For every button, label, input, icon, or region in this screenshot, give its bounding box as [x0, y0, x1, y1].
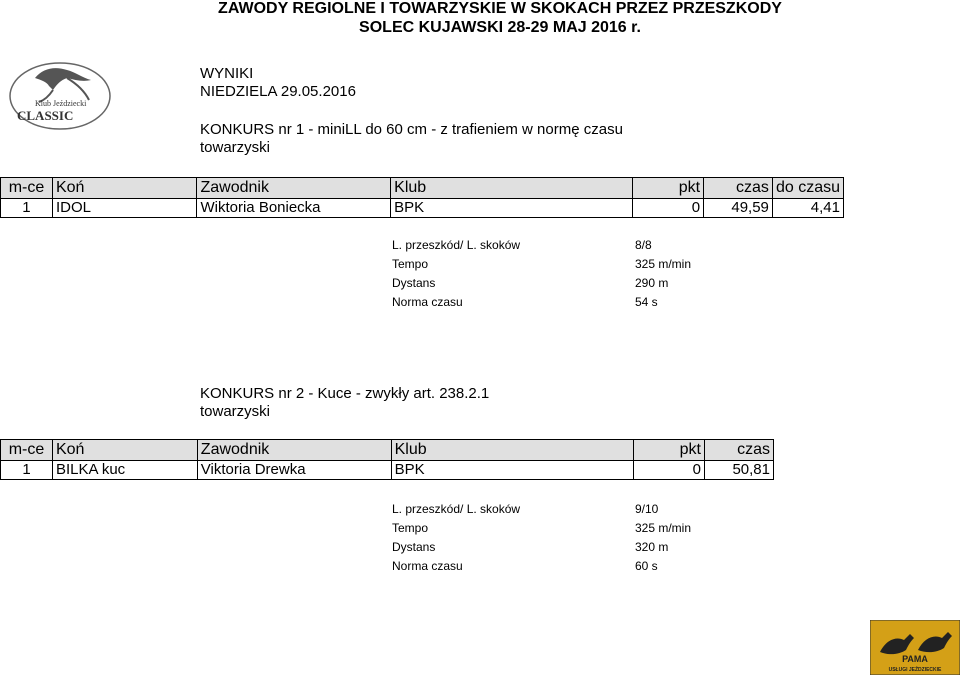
table-row [1, 199, 844, 218]
info-label: L. przeszkód/ L. skoków [392, 238, 521, 252]
competition-2-results-table [0, 439, 774, 480]
cell-club: BPK [391, 461, 634, 480]
info-value: 290 m [635, 276, 669, 290]
col-points: pkt [633, 178, 704, 199]
logo-text-pama: PAMA [902, 654, 928, 664]
col-horse: Koń [52, 178, 197, 199]
col-rider: Zawodnik [197, 178, 391, 199]
table-row [1, 461, 774, 480]
col-club: Klub [391, 178, 633, 199]
competition-1-subtitle: towarzyski [200, 139, 271, 156]
event-title: ZAWODY REGIOLNE I TOWARZYSKIE W SKOKACH PRZEZ PRZESZKODY [218, 0, 782, 17]
cell-time-diff: 4,41 [772, 199, 843, 218]
cell-horse: BILKA kuc [52, 461, 197, 480]
col-time-diff: do czasu [772, 178, 843, 199]
info-value: 325 m/min [635, 521, 692, 535]
cell-place: 1 [1, 199, 53, 218]
info-label: Norma czasu [392, 559, 463, 573]
info-value: 54 s [635, 295, 658, 309]
info-label: L. przeszkód/ L. skoków [392, 502, 521, 516]
col-horse: Koń [52, 440, 197, 461]
table-header-row [1, 178, 844, 199]
col-place: m-ce [1, 440, 53, 461]
info-label: Dystans [392, 276, 436, 290]
info-value: 325 m/min [635, 257, 692, 271]
cell-points: 0 [634, 461, 705, 480]
table-header-row [1, 440, 774, 461]
col-rider: Zawodnik [197, 440, 391, 461]
col-time: czas [705, 440, 774, 461]
info-value: 320 m [635, 540, 669, 554]
cell-points: 0 [633, 199, 704, 218]
cell-horse: IDOL [52, 199, 197, 218]
logo-text-club: Klub Jeździecki [35, 99, 87, 108]
cell-place: 1 [1, 461, 53, 480]
cell-club: BPK [391, 199, 633, 218]
col-place: m-ce [1, 178, 53, 199]
info-label: Norma czasu [392, 295, 463, 309]
competition-1-title: KONKURS nr 1 - miniLL do 60 cm - z trafieniem w normę czasu [200, 121, 623, 138]
info-label: Tempo [392, 521, 429, 535]
info-value: 60 s [635, 559, 658, 573]
logo-text-services: USŁUGI JEŹDZIECKIE [888, 667, 942, 673]
competition-1-results-table [0, 177, 844, 218]
logo-text-classic: CLASSIC [17, 108, 74, 123]
info-value: 9/10 [635, 502, 659, 516]
club-classic-logo [5, 56, 115, 132]
col-points: pkt [634, 440, 705, 461]
date-label: NIEDZIELA 29.05.2016 [200, 83, 356, 100]
event-subtitle: SOLEC KUJAWSKI 28-29 MAJ 2016 r. [359, 19, 641, 36]
cell-time: 50,81 [705, 461, 774, 480]
competition-2-title: KONKURS nr 2 - Kuce - zwykły art. 238.2.1 [200, 385, 490, 402]
cell-rider: Viktoria Drewka [197, 461, 391, 480]
col-club: Klub [391, 440, 634, 461]
pama-logo [870, 620, 960, 675]
info-value: 8/8 [635, 238, 652, 252]
cell-rider: Wiktoria Boniecka [197, 199, 391, 218]
competition-2-subtitle: towarzyski [200, 403, 271, 420]
info-label: Tempo [392, 257, 429, 271]
cell-time: 49,59 [704, 199, 773, 218]
info-label: Dystans [392, 540, 436, 554]
results-label: WYNIKI [200, 65, 254, 82]
col-time: czas [704, 178, 773, 199]
